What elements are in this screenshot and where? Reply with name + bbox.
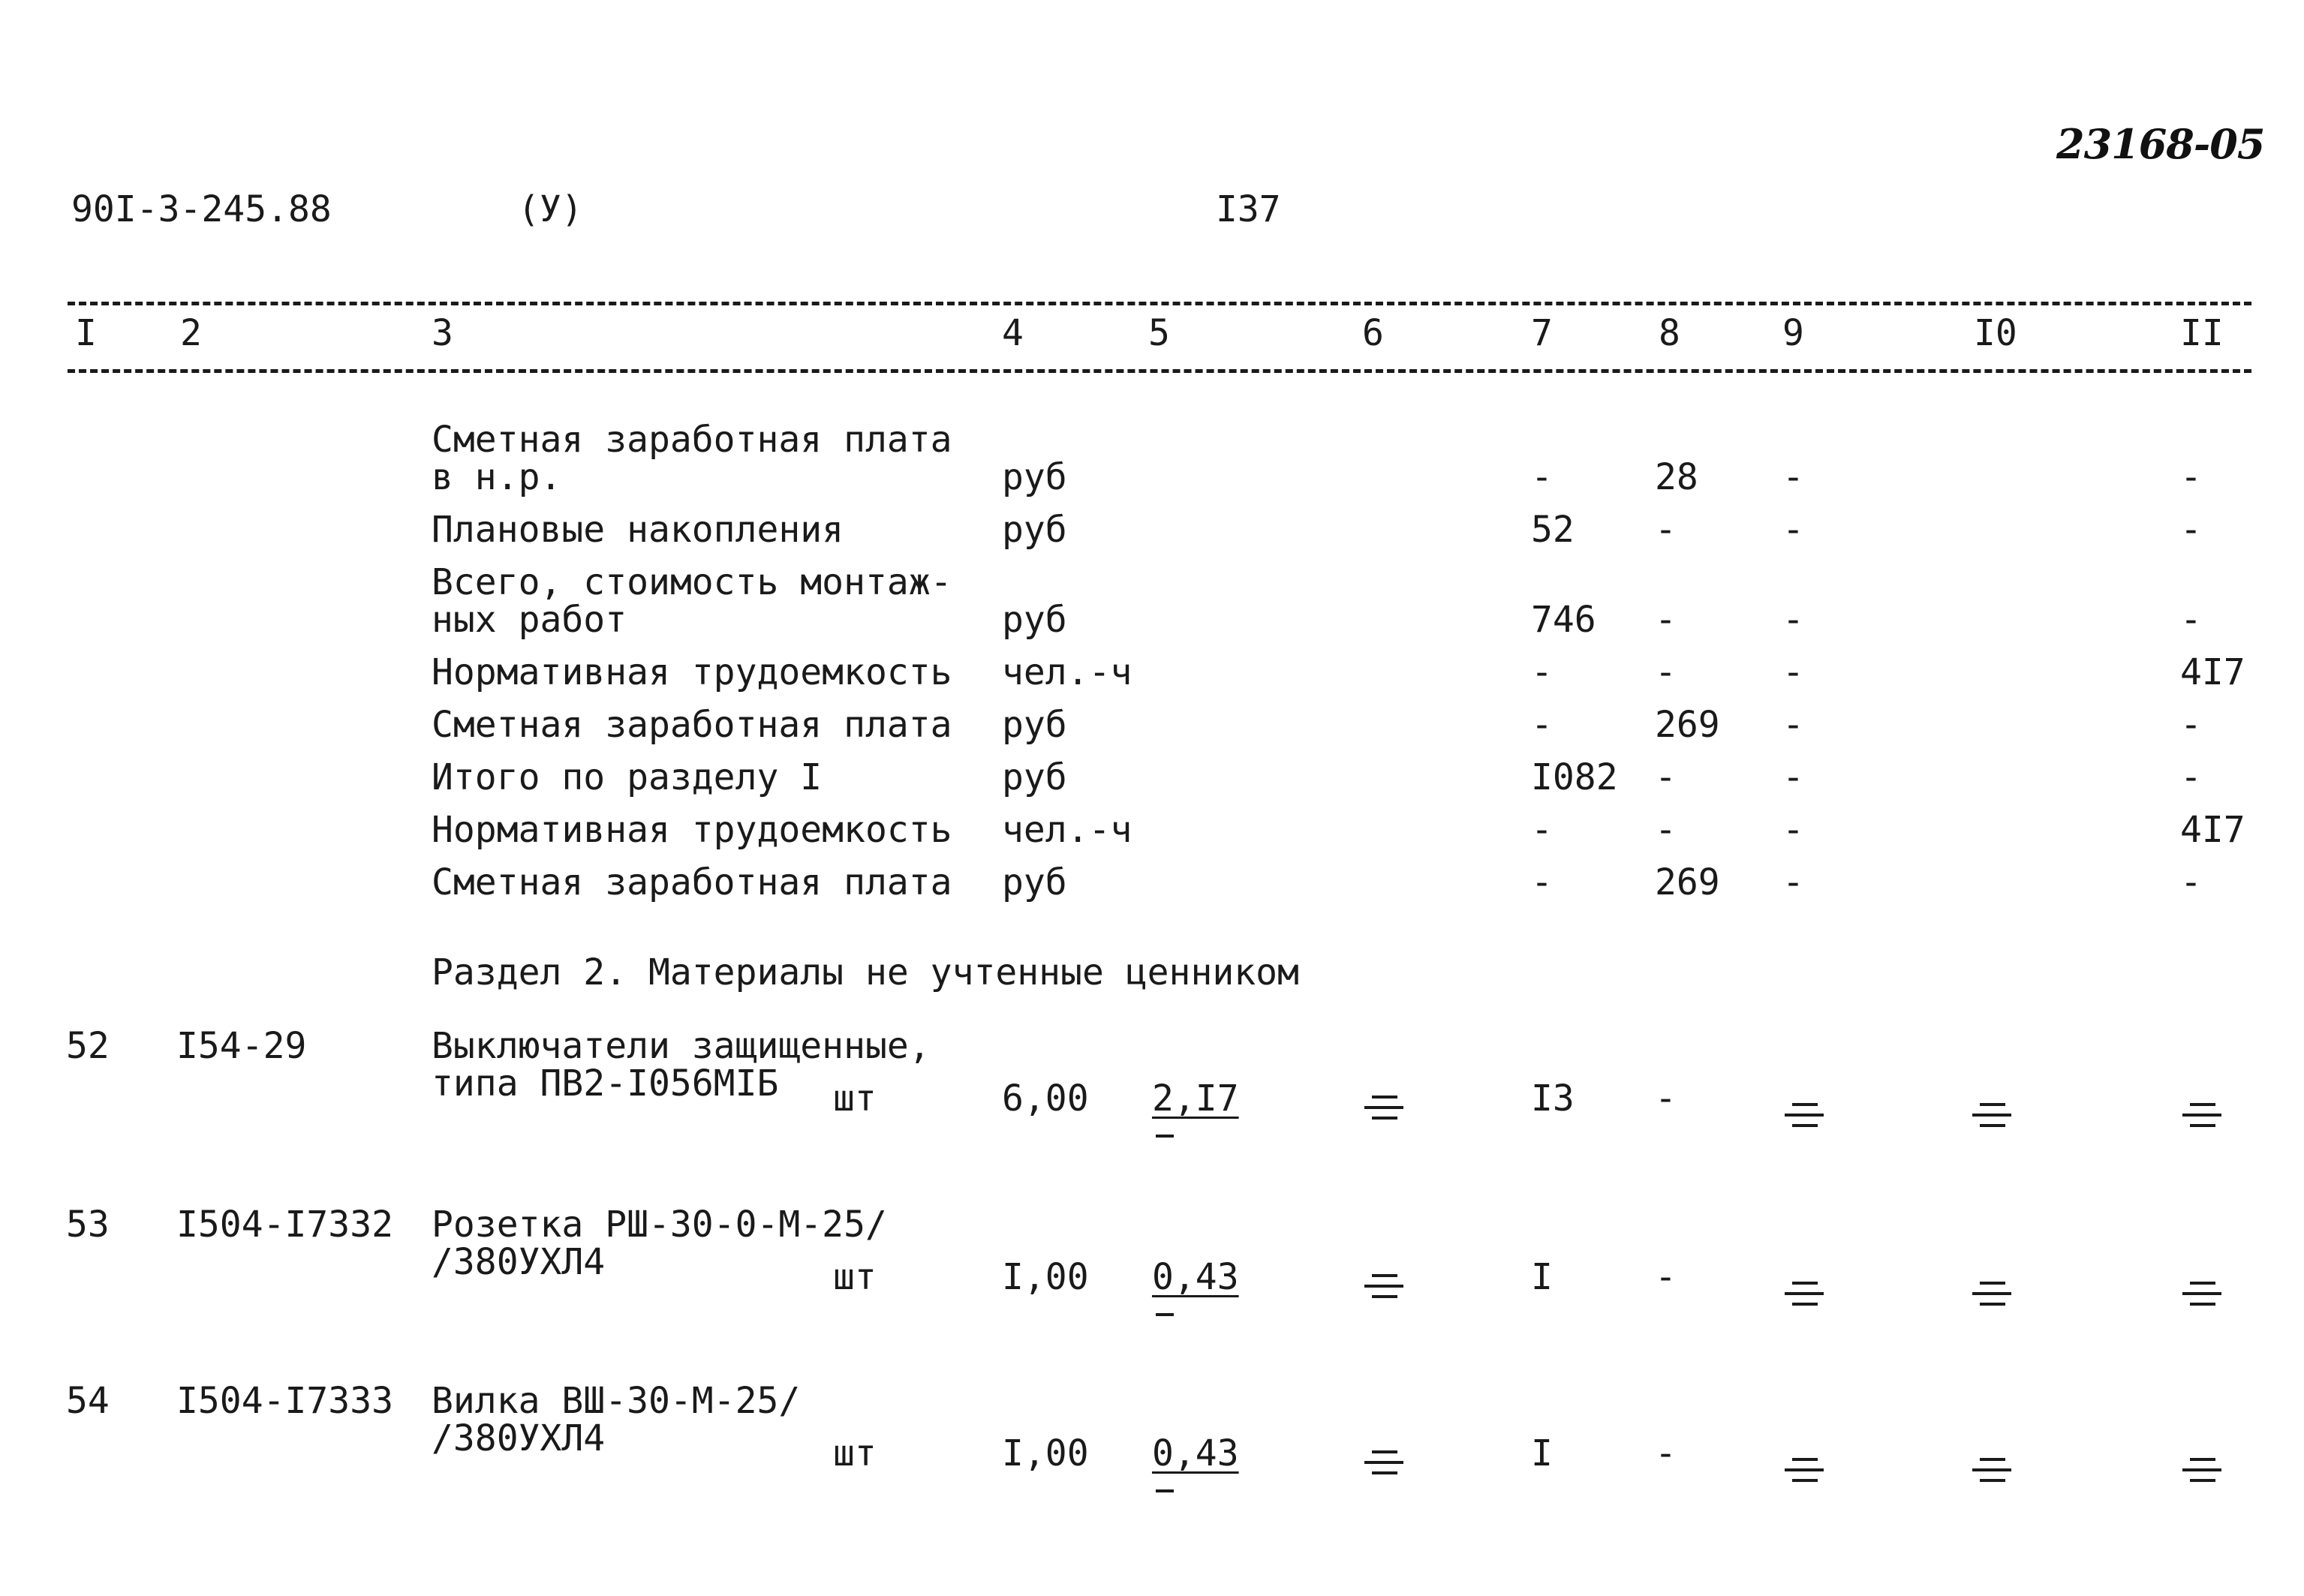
item-code: I54-29 [176, 1025, 307, 1067]
section-title: Раздел 2. Материалы не учтенные ценником [432, 951, 1299, 993]
summary-col7: I082 [1531, 756, 1618, 798]
fraction-dash-col6 [1364, 1096, 1403, 1123]
summary-col11: 4I7 [2180, 651, 2245, 693]
summary-label: Всего, стоимость монтаж- [432, 561, 952, 603]
item-number: 53 [66, 1204, 110, 1246]
item-name: Выключатели защищенные, [432, 1025, 931, 1067]
item-unit: шт [833, 1256, 877, 1298]
summary-col11: - [2180, 756, 2202, 798]
fraction-dash-col6 [1364, 1450, 1403, 1477]
handwritten-stamp: 23168-05 [2056, 120, 2265, 168]
summary-unit: руб [1002, 456, 1067, 498]
col-header-9: 9 [1782, 312, 1804, 354]
fraction-dash-col10 [1972, 1103, 2011, 1130]
summary-label: Сметная заработная плата [432, 861, 952, 903]
item-name-cont: /380УХЛ4 [432, 1241, 606, 1283]
summary-col8: - [1655, 651, 1677, 693]
fraction-dash-col10 [1972, 1282, 2011, 1309]
summary-col9: - [1782, 756, 1804, 798]
summary-unit: руб [1002, 861, 1067, 903]
item-number: 54 [66, 1380, 110, 1422]
document-code: 90I-3-245.88 [71, 188, 332, 230]
summary-col7: - [1531, 651, 1553, 693]
summary-col11: 4I7 [2180, 809, 2245, 851]
col-header-1: I [75, 312, 97, 354]
fraction-dash-col6 [1364, 1274, 1403, 1301]
item-col7: I3 [1531, 1078, 1575, 1120]
item-col7: I [1531, 1432, 1553, 1474]
item-name: Вилка ВШ-30-М-25/ [432, 1380, 801, 1422]
summary-col7: - [1531, 809, 1553, 851]
fraction-dash-col9 [1785, 1458, 1824, 1485]
item-col7: I [1531, 1256, 1553, 1298]
item-quantity: I,00 [1002, 1432, 1089, 1474]
summary-col8: 269 [1655, 704, 1720, 746]
header-top-rule [68, 302, 2251, 305]
summary-label: Сметная заработная плата [432, 704, 952, 746]
summary-col7: - [1531, 861, 1553, 903]
summary-col7: 746 [1531, 599, 1596, 641]
summary-col7: - [1531, 456, 1553, 498]
summary-col7: - [1531, 704, 1553, 746]
summary-col11: - [2180, 861, 2202, 903]
summary-unit: руб [1002, 509, 1067, 551]
header-bottom-rule [68, 369, 2251, 373]
summary-col9: - [1782, 861, 1804, 903]
col-header-6: 6 [1362, 312, 1384, 354]
summary-unit: руб [1002, 756, 1067, 798]
col-header-2: 2 [180, 312, 202, 354]
summary-col9: - [1782, 809, 1804, 851]
item-price: 0,43 [1152, 1432, 1239, 1474]
item-col8: - [1655, 1078, 1677, 1120]
item-quantity: I,00 [1002, 1256, 1089, 1298]
summary-col9: - [1782, 651, 1804, 693]
fraction-dash-col9 [1785, 1103, 1824, 1130]
summary-col7: 52 [1531, 509, 1575, 551]
summary-col8: - [1655, 509, 1677, 551]
summary-label: Нормативная трудоемкость [432, 809, 952, 851]
summary-label: Сметная заработная плата [432, 419, 952, 461]
item-code: I504-I7333 [176, 1380, 393, 1422]
summary-label-cont: в н.р. [432, 456, 562, 498]
col-header-10: I0 [1974, 312, 2017, 354]
summary-label: Нормативная трудоемкость [432, 651, 952, 693]
fraction-dash-col11 [2182, 1282, 2221, 1309]
price-subdash [1156, 1489, 1174, 1492]
summary-col8: 28 [1655, 456, 1698, 498]
page-number: I37 [1216, 188, 1281, 230]
item-col8: - [1655, 1256, 1677, 1298]
price-subdash [1156, 1313, 1174, 1316]
summary-col11: - [2180, 509, 2202, 551]
summary-col8: - [1655, 599, 1677, 641]
fraction-dash-col11 [2182, 1458, 2221, 1485]
col-header-8: 8 [1659, 312, 1680, 354]
document-marker: (У) [518, 188, 583, 230]
col-header-3: 3 [432, 312, 453, 354]
fraction-dash-col9 [1785, 1282, 1824, 1309]
price-subdash [1156, 1135, 1174, 1138]
col-header-7: 7 [1531, 312, 1553, 354]
summary-col8: - [1655, 809, 1677, 851]
summary-col8: - [1655, 756, 1677, 798]
item-unit: шт [833, 1078, 877, 1120]
summary-col11: - [2180, 456, 2202, 498]
item-price: 2,I7 [1152, 1078, 1239, 1120]
summary-unit: чел.-ч [1002, 651, 1132, 693]
fraction-dash-col10 [1972, 1458, 2011, 1485]
item-name: Розетка РШ-30-0-М-25/ [432, 1204, 887, 1246]
summary-col9: - [1782, 456, 1804, 498]
item-code: I504-I7332 [176, 1204, 393, 1246]
col-header-11: II [2180, 312, 2224, 354]
item-unit: шт [833, 1432, 877, 1474]
summary-col11: - [2180, 704, 2202, 746]
item-name-cont: /380УХЛ4 [432, 1417, 606, 1459]
summary-unit: руб [1002, 704, 1067, 746]
summary-col9: - [1782, 599, 1804, 641]
summary-col9: - [1782, 509, 1804, 551]
summary-col9: - [1782, 704, 1804, 746]
col-header-4: 4 [1002, 312, 1024, 354]
item-quantity: 6,00 [1002, 1078, 1089, 1120]
summary-unit: руб [1002, 599, 1067, 641]
item-number: 52 [66, 1025, 110, 1067]
summary-col8: 269 [1655, 861, 1720, 903]
summary-label: Итого по разделу I [432, 756, 823, 798]
summary-unit: чел.-ч [1002, 809, 1132, 851]
summary-label: Плановые накопления [432, 509, 844, 551]
item-col8: - [1655, 1432, 1677, 1474]
fraction-dash-col11 [2182, 1103, 2221, 1130]
col-header-5: 5 [1148, 312, 1170, 354]
summary-col11: - [2180, 599, 2202, 641]
item-name-cont: типа ПВ2-I056МIБ [432, 1062, 779, 1105]
item-price: 0,43 [1152, 1256, 1239, 1298]
summary-label-cont: ных работ [432, 599, 627, 641]
